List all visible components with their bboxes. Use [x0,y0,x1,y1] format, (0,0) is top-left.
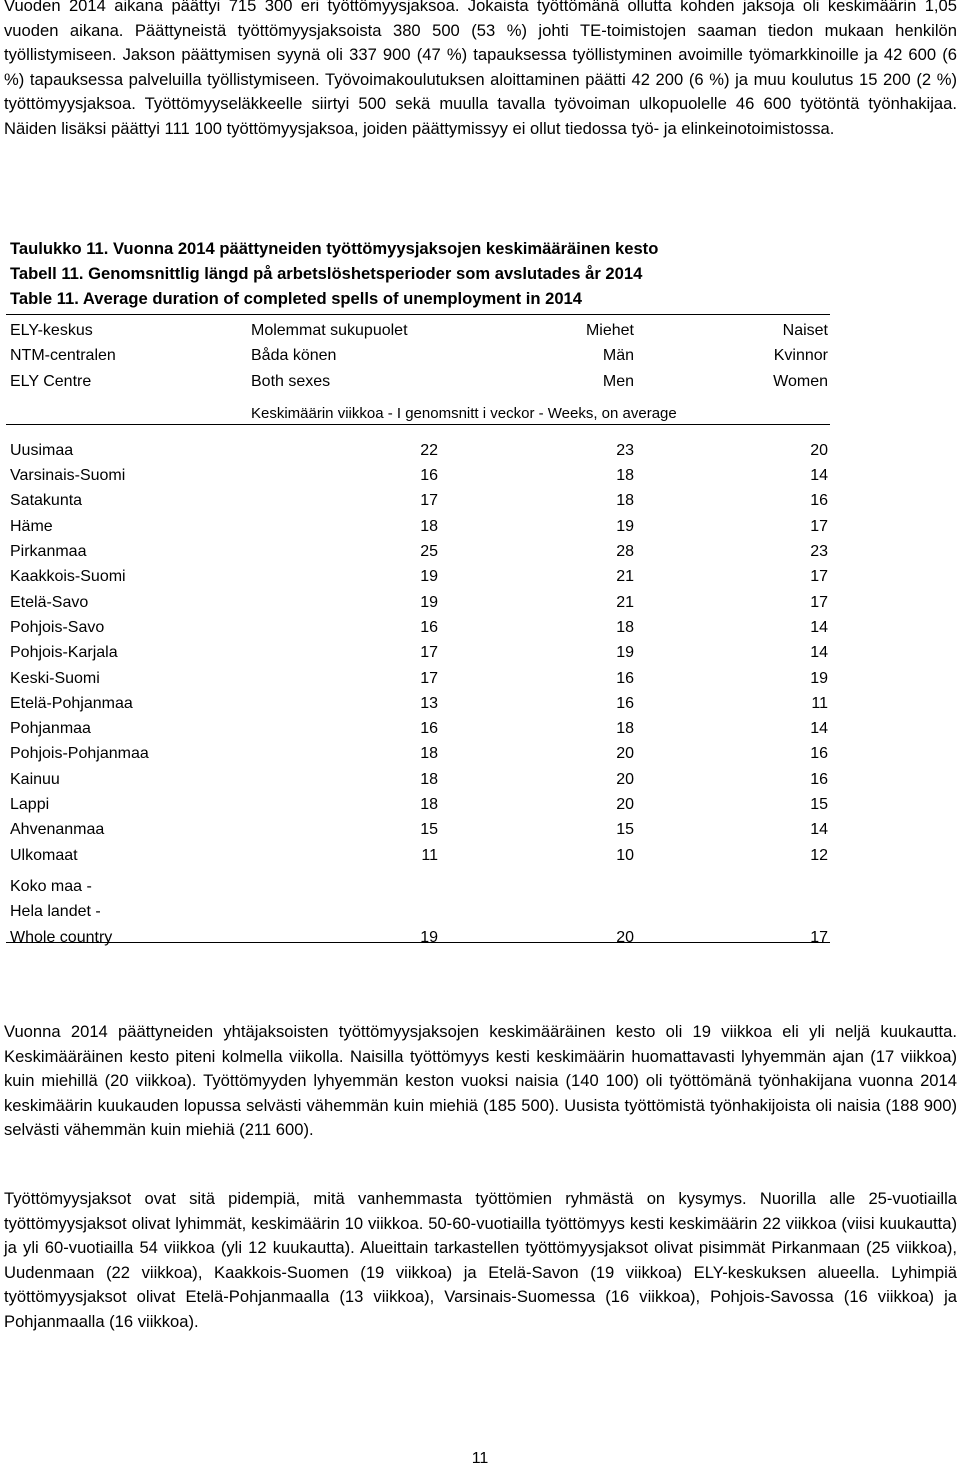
table-row [8,539,830,564]
header-both: Both sexes [251,372,331,390]
value-women: 20 [810,441,828,459]
table-total-row [8,874,830,950]
value-women: 11 [811,694,828,712]
value-men: 18 [616,492,634,510]
total-label-sv: Hela landet - [10,903,101,921]
value-men: 18 [616,720,634,738]
table-row [8,741,830,766]
region-name: Pohjois-Pohjanmaa [10,745,149,763]
header-women: Kvinnor [773,347,828,365]
unit-label: Keskimäärin viikkoa - I genomsnitt i veckor - Weeks, on average [251,404,677,422]
table-row [8,564,830,589]
header-men: Men [602,372,634,390]
region-name: Etelä-Pohjanmaa [10,694,133,712]
table-row [8,792,830,817]
value-men: 21 [616,568,634,586]
value-both: 18 [420,770,438,788]
region-name: Ulkomaat [10,846,78,864]
value-men: 21 [616,593,634,611]
value-both: 18 [420,796,438,814]
value-both: 11 [421,846,438,864]
region-name: Häme [10,517,53,535]
value-men: 10 [616,846,634,864]
value-both: 22 [420,441,438,459]
region-name: Pohjois-Savo [10,618,105,636]
table-captions [10,236,910,311]
region-name: Kainuu [10,770,60,788]
value-women: 17 [810,517,828,535]
duration-paragraph: Vuonna 2014 päättyneiden yhtäjaksoisten työttömyysjaksojen keskimääräinen kesto oli 19 viikkoa eli yli neljä kuukautta. Keskimääräinen kesto piteni kolmella viikolla. Naisilla työttömyys kesti keskimäärin huomattavasti lyhyemmän ajan (17 viikkoa) kuin miehillä (20 viikkoa). Työttömyyden lyhyemmän keston vuoksi naisia (140 100) oli työttömänä työnhakijana vuonna 2014 keskimäärin kuukauden lopussa selvästi vähemmän kuin miehiä (185 500). Uusista työttömistä työnhakijoista oli naisia (188 900) selvästi vähemmän kuin miehiä (211 600). [4,1022,957,1140]
table-top-rule [6,314,830,315]
region-name: Keski-Suomi [10,669,100,687]
value-women: 14 [810,618,828,636]
value-both: 16 [420,720,438,738]
table-row [8,666,830,691]
region-name: Pohjois-Karjala [10,644,118,662]
value-both: 16 [420,618,438,636]
value-both: 18 [420,517,438,535]
value-both: 17 [420,644,438,662]
value-women: 14 [810,467,828,485]
value-men: 23 [616,441,634,459]
table-header-row [8,369,830,394]
table-row [8,615,830,640]
value-women: 14 [810,720,828,738]
value-both: 25 [420,543,438,561]
table-row [8,463,830,488]
value-men: 18 [616,467,634,485]
region-name: Etelä-Savo [10,593,89,611]
value-women: 19 [810,669,828,687]
region-name: Uusimaa [10,441,74,459]
header-both: Båda könen [251,347,337,365]
table-row [8,843,830,868]
table-caption-en: Table 11. Average duration of completed spells of unemployment in 2014 [10,289,583,308]
unit-label-row [8,394,830,430]
value-women: 23 [810,543,828,561]
value-men: 20 [616,770,634,788]
value-men: 20 [616,796,634,814]
header-men: Män [602,347,634,365]
region-name: Ahvenanmaa [10,821,105,839]
value-women: 14 [810,644,828,662]
table-row [8,590,830,615]
table-row [8,514,830,539]
table-row [8,438,830,463]
intro-paragraph: Vuoden 2014 aikana päättyi 715 300 eri työttömyysjaksoa. Jokaista työttömänä ollutta kohden jaksoja oli keskimäärin 1,05 vuoden aikana. Päättyneistä työttömyysjaksoista 380 500 (53 %) johti TE-toimistojen saaman tiedon mukaan henkilön työllistymiseen. Jakson päättymisen syynä oli 337 900 (47 %) tapauksessa työllistyminen avoimille työmarkkinoille ja 42 600 (6 %) tapauksessa palveluilla työllistymiseen. Työvoimakoulutuksen aloittaminen päätti 42 200 (6 %) ja muu koulutus 15 200 (2 %) työttömyysjaksoa. Työttömyyseläkkeelle siirtyi 500 sekä muulla tavalla työvoiman ulkopuolelle 46 600 työtöntä työnhakijaa. Näiden lisäksi päättyi 111 100 työttömyysjaksoa, joiden päättymissyy ei ollut tiedossa työ- ja elinkeinotoimistossa. [4,0,957,138]
value-both: 15 [420,821,438,839]
value-men: 19 [616,517,634,535]
value-men: 28 [616,543,634,561]
value-men: 19 [616,644,634,662]
region-name: Satakunta [10,492,83,510]
value-women: 16 [810,770,828,788]
value-men: 20 [616,745,634,763]
region-name: Kaakkois-Suomi [10,568,126,586]
value-women: 17 [810,568,828,586]
value-both: 18 [420,745,438,763]
table-row [8,767,830,792]
table-caption-sv: Tabell 11. Genomsnittlig längd på arbetslöshetsperioder som avslutades år 2014 [10,264,643,283]
value-both: 13 [420,694,438,712]
region-name: Pohjanmaa [10,720,91,738]
value-both: 17 [420,669,438,687]
table-row [8,691,830,716]
region-name: Pirkanmaa [10,543,87,561]
value-both: 16 [420,467,438,485]
header-region: ELY-keskus [10,322,93,339]
header-both: Molemmat sukupuolet [251,322,408,339]
value-women: 12 [810,846,828,864]
table-row [8,817,830,842]
value-men: 16 [616,694,634,712]
total-men: 20 [616,928,634,946]
value-both: 17 [420,492,438,510]
value-both: 19 [420,568,438,586]
value-women: 16 [810,492,828,510]
total-both: 19 [420,928,438,946]
table-row [8,716,830,741]
value-men: 16 [616,669,634,687]
header-women: Women [773,372,828,390]
region-name: Varsinais-Suomi [10,467,126,485]
total-label-en: Whole country [10,928,113,946]
header-region: NTM-centralen [10,347,116,365]
region-name: Lappi [10,796,50,814]
duration-table [8,318,830,950]
header-region: ELY Centre [10,372,92,390]
value-women: 16 [810,745,828,763]
page-number: 11 [471,1450,489,1467]
header-women: Naiset [782,322,828,339]
header-men: Miehet [585,322,634,339]
table-row [8,640,830,665]
total-women: 17 [810,928,828,946]
age-region-paragraph: Työttömyysjaksot ovat sitä pidempiä, mitä vanhemmasta työttömien ryhmästä on kysymys. Nuorilla alle 25-vuotiailla työttömyysjaksot olivat lyhimmät, keskimäärin 10 viikkoa. 50-60-vuotiailla työttömyys kesti keskimäärin 22 viikkoa (viisi kuukautta) ja yli 60-vuotiailla 54 viikkoa (yli 12 kuukautta). Alueittain tarkastellen työttömyysjaksot olivat pisimmät Pirkanmaan (25 viikkoa), Uudenmaan (22 viikkoa), Kaakkois-Suomen (19 viikkoa) ja Etelä-Savon (19 viikkoa) ELY-keskuksen alueella. Lyhimpiä työttömyysjaksot olivat Etelä-Pohjanmaalla (13 viikkoa), Varsinais-Suomessa (16 viikkoa), Pohjois-Savossa (16 viikkoa) ja Pohjanmaalla (16 viikkoa). [4,1189,957,1331]
value-women: 15 [810,796,828,814]
value-women: 17 [810,593,828,611]
total-label [10,874,112,950]
value-men: 18 [616,618,634,636]
value-both: 19 [420,593,438,611]
table-caption-fi: Taulukko 11. Vuonna 2014 päättyneiden työttömyysjaksojen keskimääräinen kesto [10,239,659,258]
table-header-row [8,343,830,368]
total-label-fi: Koko maa - [10,877,92,895]
value-women: 14 [810,821,828,839]
table-row [8,488,830,513]
value-men: 15 [616,821,634,839]
table-header-row [8,318,830,343]
